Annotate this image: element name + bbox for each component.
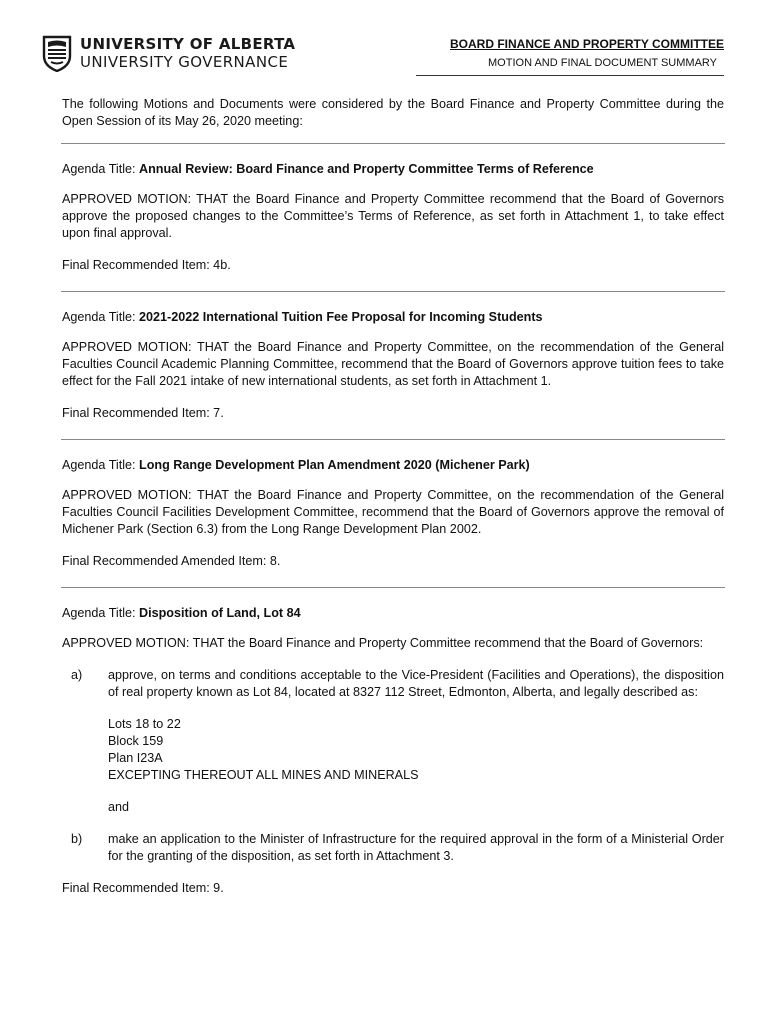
legal-description-line: EXCEPTING THEREOUT ALL MINES AND MINERALS: [108, 768, 419, 782]
agenda-section: [62, 144, 724, 274]
approved-motion: APPROVED MOTION: THAT the Board Finance and Property Committee recommend that the Board of Governors approve the proposed changes to the Committee’s Terms of Reference, as set forth in Attachment 1, to take effect upon final approval.: [62, 192, 724, 240]
list-item: [62, 831, 724, 865]
agenda-prefix: Agenda Title:: [62, 310, 140, 324]
agenda-title: [62, 457, 724, 474]
approved-motion: APPROVED MOTION: THAT the Board Finance and Property Committee, on the recommendation of the General Faculties Council Academic Planning Committee, recommend that the Board of Governors approve tuition fees to take effect for the Fall 2021 intake of new international students, as set forth in Attachment 1.: [62, 340, 724, 388]
list-marker: b): [71, 832, 83, 846]
agenda-prefix: Agenda Title:: [62, 606, 140, 620]
agenda-section: [62, 588, 724, 897]
university-name: UNIVERSITY OF ALBERTA: [80, 35, 296, 53]
committee-title: BOARD FINANCE AND PROPERTY COMMITTEE: [449, 37, 724, 51]
legal-description-line: Lots 18 to 22: [108, 717, 181, 731]
agenda-title: [62, 309, 724, 326]
document-subtitle: MOTION AND FINAL DOCUMENT SUMMARY: [488, 57, 717, 69]
university-crest-icon: [42, 34, 72, 72]
agenda-section: [62, 292, 724, 422]
approved-motion: APPROVED MOTION: THAT the Board Finance and Property Committee recommend that the Board of Governors:: [62, 636, 704, 650]
final-recommended-item: Final Recommended Item: 9.: [62, 881, 224, 895]
final-recommended-item: Final Recommended Amended Item: 8.: [62, 554, 281, 568]
list-item: [62, 667, 724, 816]
list-item-text: approve, on terms and conditions acceptable to the Vice-President (Facilities and Operations), the disposition of real property known as Lot 84, located at 8327 112 Street, Edmonton, Alberta, and legally described as:: [108, 668, 724, 699]
legal-description-line: Block 159: [108, 734, 164, 748]
agenda-prefix: Agenda Title:: [62, 162, 140, 176]
document-body: [62, 96, 724, 912]
agenda-title-text: Annual Review: Board Finance and Property Committee Terms of Reference: [139, 162, 594, 176]
approved-motion: APPROVED MOTION: THAT the Board Finance and Property Committee, on the recommendation of the General Faculties Council Facilities Development Committee, recommend that the Board of Governors approve the removal of Michener Park (Section 6.3) from the Long Range Development Plan 2002.: [62, 488, 724, 536]
agenda-prefix: Agenda Title:: [62, 458, 140, 472]
governance-name: UNIVERSITY GOVERNANCE: [80, 53, 289, 71]
list-marker: a): [71, 668, 83, 682]
agenda-title-text: 2021-2022 International Tuition Fee Proposal for Incoming Students: [139, 310, 543, 324]
agenda-title-text: Disposition of Land, Lot 84: [139, 606, 301, 620]
agenda-title: [62, 161, 724, 178]
page-header: [42, 34, 724, 74]
university-logo: [42, 34, 342, 74]
agenda-section: [62, 440, 724, 570]
legal-description-line: Plan I23A: [108, 751, 163, 765]
final-recommended-item: Final Recommended Item: 4b.: [62, 258, 231, 272]
agenda-title-text: Long Range Development Plan Amendment 2020 (Michener Park): [139, 458, 530, 472]
agenda-title: [62, 605, 724, 622]
final-recommended-item: Final Recommended Item: 7.: [62, 406, 224, 420]
legal-description: [108, 716, 724, 784]
conjunction-and: and: [108, 800, 130, 814]
motion-item-list: [62, 667, 724, 865]
header-divider: [416, 75, 724, 76]
intro-paragraph: The following Motions and Documents were considered by the Board Finance and Property Committee during the Open Session of its May 26, 2020 meeting:: [62, 97, 724, 128]
list-item-text: make an application to the Minister of Infrastructure for the required approval in the form of a Ministerial Order for the granting of the disposition, as set forth in Attachment 3.: [108, 832, 724, 863]
